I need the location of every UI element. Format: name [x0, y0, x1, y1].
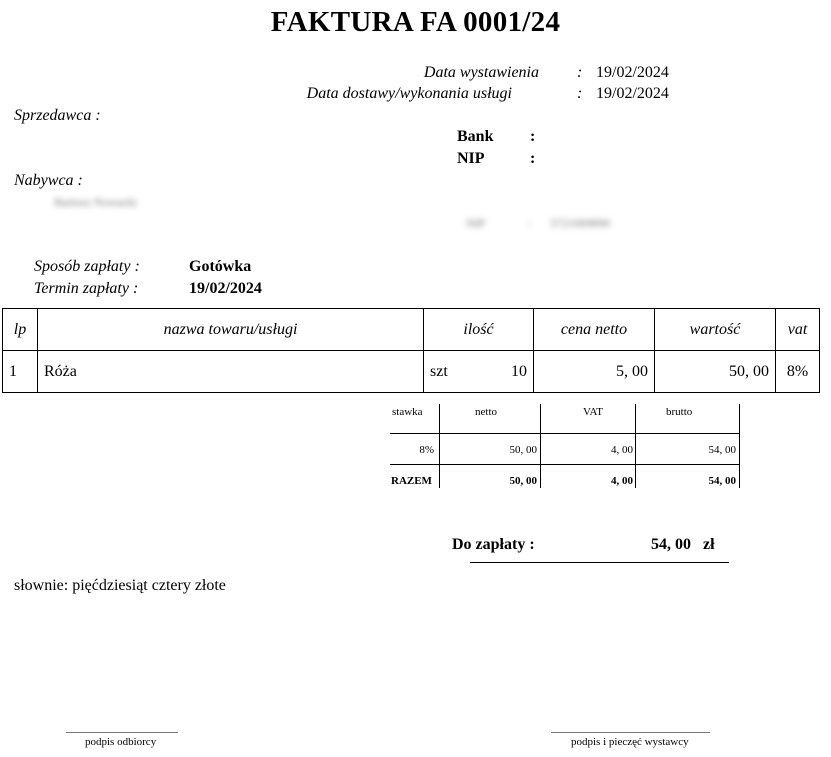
- delivery-date-value: 19/02/2024: [596, 85, 669, 102]
- vat-header-vat: VAT: [583, 406, 603, 418]
- amount-due-label: Do zapłaty :: [452, 536, 535, 553]
- item-price: 5, 00: [534, 351, 655, 393]
- col-header-value: wartość: [655, 309, 776, 351]
- receiver-signature-line: [66, 732, 178, 733]
- vat-header-rate: stawka: [392, 406, 423, 418]
- issue-date-separator: :: [577, 64, 583, 81]
- col-header-price: cena netto: [534, 309, 655, 351]
- buyer-nip-separator-redacted: :: [528, 216, 532, 230]
- vat-table-divider: [439, 404, 440, 488]
- vat-row-gross: 54, 00: [708, 444, 736, 456]
- amount-in-words: słownie: pięćdziesiąt cztery złote: [14, 577, 226, 594]
- vat-row-rate: 8%: [419, 444, 434, 456]
- issuer-signature-line: [551, 732, 710, 733]
- vat-summary-table: [390, 404, 740, 488]
- delivery-date-separator: :: [577, 85, 583, 102]
- item-value: 50, 00: [655, 351, 776, 393]
- buyer-nip-label-redacted: NIP: [466, 216, 486, 230]
- payment-due-value: 19/02/2024: [189, 280, 262, 297]
- amount-due-currency: zł: [703, 536, 715, 553]
- receiver-signature-label: podpis odbiorcy: [85, 736, 157, 748]
- col-header-name: nazwa towaru/usługi: [38, 309, 424, 351]
- delivery-date-label: Data dostawy/wykonania usługi: [306, 85, 512, 102]
- payment-due-label: Termin zapłaty :: [34, 280, 139, 297]
- vat-total-gross: 54, 00: [708, 475, 736, 487]
- buyer-name-redacted: Bartosz Nowacki: [54, 195, 137, 209]
- vat-table-divider: [635, 404, 636, 488]
- issuer-signature-label: podpis i pieczęć wystawcy: [571, 736, 689, 748]
- payment-method-label: Sposób zapłaty :: [34, 258, 140, 275]
- amount-due-underline: [470, 562, 729, 563]
- col-header-qty: ilość: [424, 309, 534, 351]
- item-name: Róża: [38, 351, 424, 393]
- vat-row-net: 50, 00: [509, 444, 537, 456]
- vat-total-vat: 4, 00: [611, 475, 633, 487]
- vat-table-divider: [540, 404, 541, 488]
- vat-table-rule: [390, 464, 740, 465]
- item-lp: 1: [3, 351, 38, 393]
- item-qty: 10: [511, 362, 527, 380]
- vat-table-divider: [739, 404, 740, 488]
- item-vat: 8%: [776, 351, 820, 393]
- vat-header-net: netto: [475, 406, 497, 418]
- seller-label: Sprzedawca :: [14, 107, 101, 124]
- seller-nip-label: NIP: [457, 150, 485, 167]
- buyer-nip-value-redacted: 5721009890: [550, 216, 610, 230]
- issue-date-value: 19/02/2024: [596, 64, 669, 81]
- buyer-label: Nabywca :: [14, 172, 83, 189]
- table-row: [3, 351, 820, 393]
- vat-total-label: RAZEM: [391, 475, 432, 487]
- invoice-title: FAKTURA FA 0001/24: [270, 6, 561, 38]
- items-table: [2, 308, 820, 393]
- bank-separator: :: [530, 128, 536, 145]
- item-quantity-cell: [424, 351, 534, 393]
- item-unit: szt: [430, 362, 448, 380]
- issue-date-label: Data wystawienia: [423, 64, 539, 81]
- vat-row-vat: 4, 00: [611, 444, 633, 456]
- vat-total-net: 50, 00: [509, 475, 537, 487]
- items-header-row: [3, 309, 820, 351]
- payment-method-value: Gotówka: [189, 258, 252, 275]
- bank-label: Bank: [457, 128, 494, 145]
- vat-header-gross: brutto: [666, 406, 693, 418]
- seller-nip-separator: :: [530, 150, 536, 167]
- col-header-vat: vat: [776, 309, 820, 351]
- col-header-lp: lp: [3, 309, 38, 351]
- amount-due-value: 54, 00: [651, 536, 691, 553]
- vat-table-rule: [390, 433, 740, 434]
